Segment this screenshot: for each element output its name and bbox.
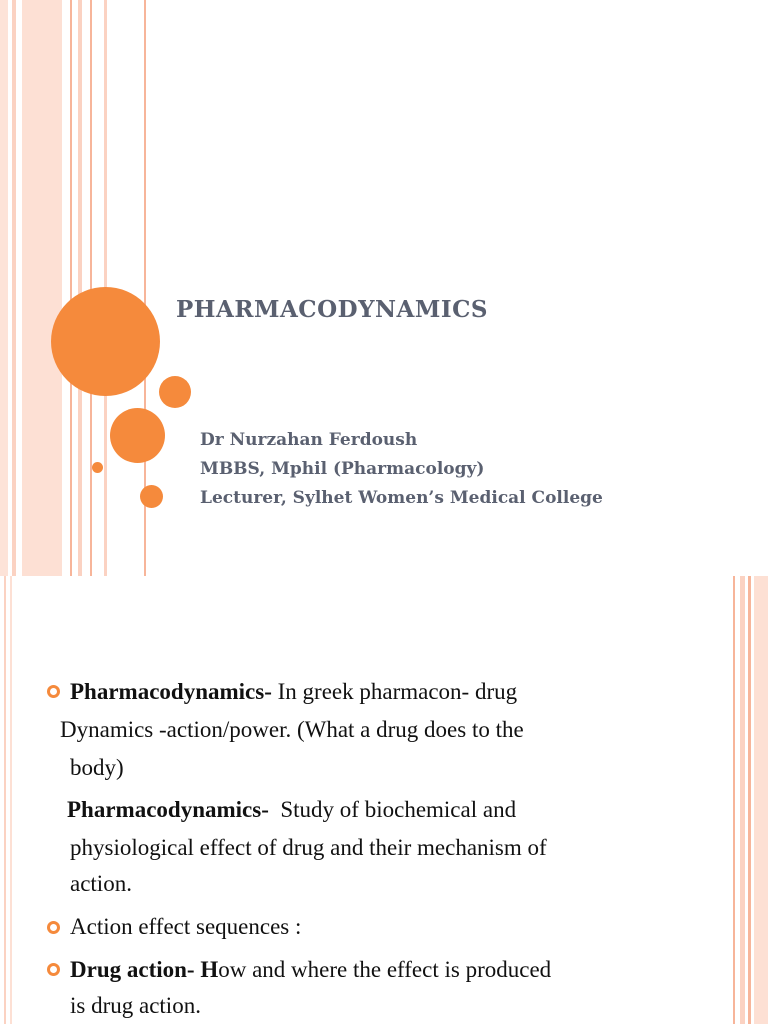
paragraph-line: action.	[70, 871, 132, 896]
definition-text: In greek pharmacon- drug	[271, 679, 518, 704]
bullet-icon	[47, 921, 60, 934]
paragraph-line: body)	[70, 755, 124, 780]
slide-title: PHARMACODYNAMICS	[176, 296, 488, 323]
decorative-circle-small	[159, 376, 191, 408]
content-slide	[0, 576, 768, 1024]
paragraph-line	[67, 796, 516, 824]
paragraph-line	[70, 678, 517, 706]
slide-body	[0, 576, 768, 1024]
paragraph-line: is drug action.	[70, 993, 201, 1018]
decorative-circle-small	[140, 485, 163, 508]
term-label: Pharmacodynamics-	[67, 797, 269, 822]
definition-text: ow and where the effect is produced	[218, 957, 552, 982]
term-label: Pharmacodynamics-	[70, 679, 272, 704]
paragraph-line: Dynamics -action/power. (What a drug does to the	[60, 717, 524, 742]
bullet-icon	[47, 685, 60, 698]
term-label: Drug action- H	[70, 957, 219, 982]
author-block	[200, 426, 603, 513]
decorative-stripe	[22, 0, 62, 576]
decorative-stripe	[70, 0, 72, 576]
author-name: Dr Nurzahan Ferdoush	[200, 430, 418, 450]
paragraph-line	[70, 956, 551, 984]
decorative-circle-tiny	[92, 462, 103, 473]
paragraph-line: Action effect sequences :	[70, 914, 302, 939]
definition-text: Study of biochemical and	[268, 797, 517, 822]
decorative-stripe	[78, 0, 82, 576]
decorative-stripe	[12, 0, 16, 576]
author-degree: MBBS, Mphil (Pharmacology)	[200, 459, 485, 479]
decorative-circle-large	[51, 287, 160, 396]
decorative-stripe	[0, 0, 8, 576]
author-position: Lecturer, Sylhet Women’s Medical College	[200, 488, 603, 508]
bullet-icon	[47, 963, 60, 976]
decorative-circle-medium	[110, 408, 165, 463]
paragraph-line: physiological effect of drug and their mechanism of	[70, 835, 547, 860]
